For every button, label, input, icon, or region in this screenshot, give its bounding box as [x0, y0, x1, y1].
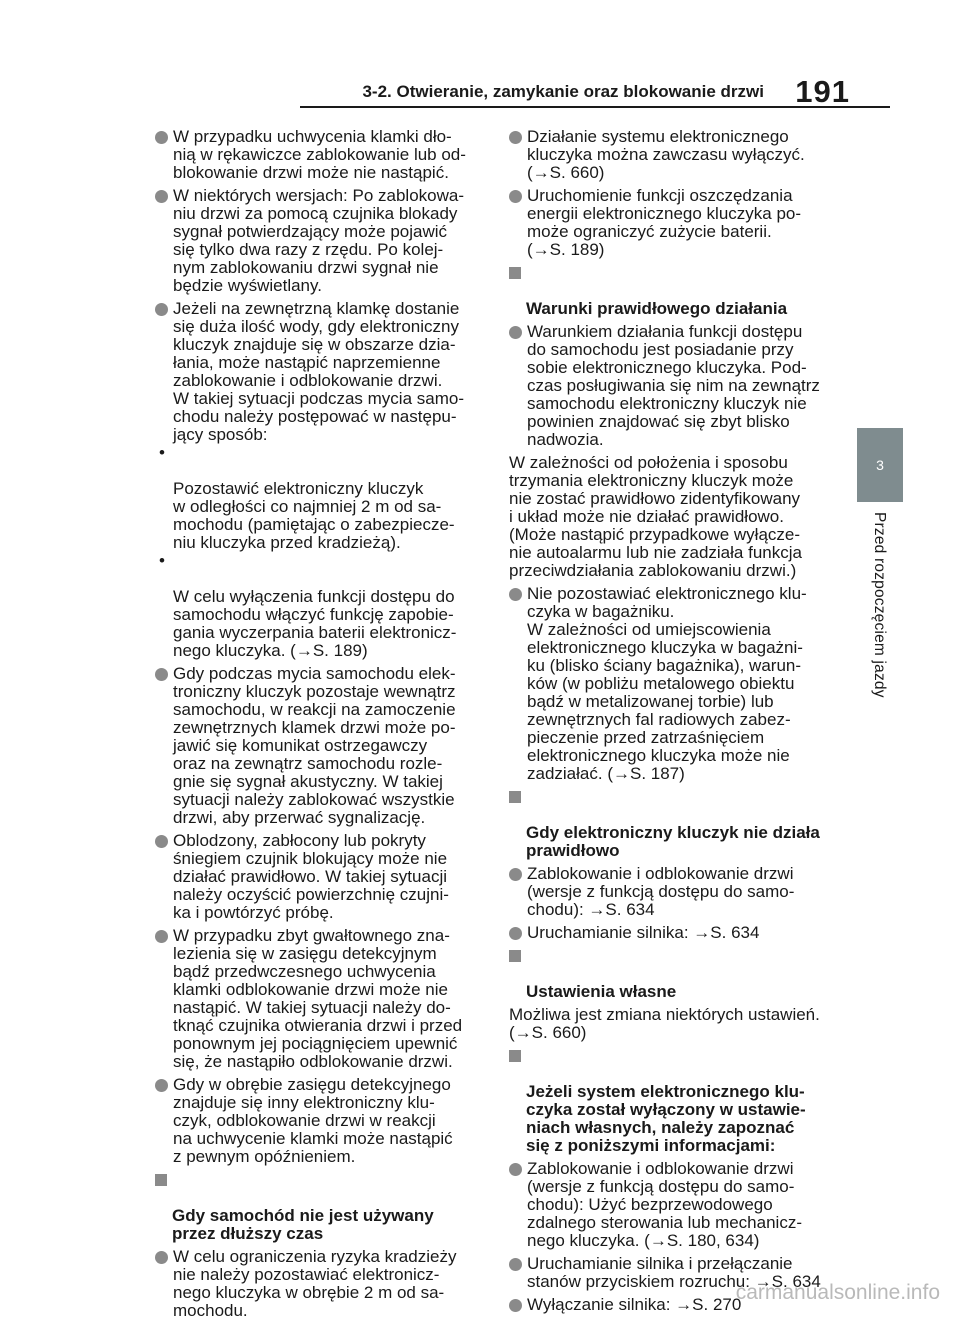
bullet-icon: [155, 930, 168, 943]
list-item: [155, 300, 487, 660]
section-heading: [509, 788, 839, 860]
chapter-number: 3: [876, 457, 884, 473]
section-heading: [509, 947, 839, 1001]
item-text: Wyłączanie silnika: →S. 270: [527, 1295, 742, 1314]
paragraph: W zależności od położenia i sposobu trzymania elektroniczny kluczyk może nie zostać prawidłowo zidentyfikowany i układ może nie działać prawidłowo. (Może nastąpić przypadkowe wyłącze- nie autoalarmu lub nie zadziała funkcja przeciwdziałania zablokowaniu drzwi.): [509, 453, 802, 580]
item-text: W przypadku zbyt gwałtownego zna- lezienia się w zasięgu detekcyjnym bądź przedwczesnego uchwycenia klamki odblokowanie drzwi może nie nastąpić. W takiej sytuacji należy do- tknąć czujnika otwierania drzwi i przed ponownym jej pociągnięciem upewnić się, że nastąpiło odblokowanie drzwi.: [173, 926, 463, 1071]
list-item: [155, 665, 487, 827]
item-text: Jeżeli na zewnętrzną klamkę dostanie się duża ilość wody, gdy elektroniczny kluczyk znajduje się w obszarze dzia- łania, może nastąpić naprzemienne zablokowanie i odblokowanie drzwi. W takiej sytuacji podczas mycia samo- chodu należy postępować w następu- jący sposób:: [173, 299, 464, 444]
square-icon: [509, 791, 521, 803]
item-text: W niektórych wersjach: Po zablokowa- niu drzwi za pomocą czujnika blokady sygnał potwierdzający może pojawić się tylko dwa razy z rzędu. Po kolej- nym zablokowaniu drzwi sygnał nie będzie wyświetlany.: [173, 186, 465, 295]
chapter-tab: [857, 428, 903, 502]
item-text: W przypadku uchwycenia klamki dło- nią w rękawiczce zablokowanie lub od- blokowanie drzwi może nie nastąpić.: [173, 127, 466, 182]
bullet-icon: [155, 131, 168, 144]
list-item: [155, 187, 487, 295]
sub-bullet-icon: •: [159, 443, 165, 462]
list-item: [509, 1160, 839, 1250]
sub-item: [155, 552, 487, 660]
list-item: [509, 128, 839, 182]
item-text: Warunkiem działania funkcji dostępu do samochodu jest posiadanie przy sobie elektronicznego kluczyka. Pod- czas posługiwania się nim na zewnątrz samochodu elektroniczny kluczyk nie powinien znajdować się zbyt blisko nadwozia.: [527, 322, 820, 449]
bullet-icon: [509, 1258, 522, 1271]
bullet-icon: [155, 1079, 168, 1092]
watermark: carmanualsonline.info: [735, 1281, 940, 1304]
bullet-icon: [509, 588, 522, 601]
bullet-icon: [155, 835, 168, 848]
heading-text: Ustawienia własne: [526, 982, 677, 1001]
page-header: [0, 76, 960, 110]
bullet-icon: [509, 868, 522, 881]
section-title: 3-2. Otwieranie, zamykanie oraz blokowanie drzwi: [362, 82, 764, 101]
item-text: Uruchamianie silnika i przełączanie stanów przyciskiem rozruchu: →S. 634: [527, 1254, 821, 1291]
paragraph: Możliwa jest zmiana niektórych ustawień. (→S. 660): [509, 1005, 820, 1042]
list-item: [155, 128, 487, 182]
bullet-icon: [155, 668, 168, 681]
left-column: [155, 128, 487, 1325]
item-text: Zablokowanie i odblokowanie drzwi (wersje z funkcją dostępu do samo- chodu): Użyć bezprzewodowego zdalnego sterowania lub mechanicz- nego kluczyka. (→S. 180, 634): [527, 1159, 802, 1250]
list-item: [509, 585, 839, 783]
bullet-icon: [155, 303, 168, 316]
item-text: Gdy w obrębie zasięgu detekcyjnego znajduje się inny elektroniczny klu- czyk, odblokowanie drzwi w reakcji na uchwycenie klamki może nastąpić z pewnym opóźnieniem.: [173, 1075, 453, 1166]
bullet-icon: [509, 190, 522, 203]
square-icon: [509, 950, 521, 962]
bullet-icon: [509, 326, 522, 339]
square-icon: [509, 267, 521, 279]
list-item: [509, 924, 839, 942]
bullet-icon: [509, 1163, 522, 1176]
heading-text: Jeżeli system elektronicznego klu- czyka został wyłączony w ustawie- niach własnych, należy zapoznać się z poniższymi informacjami:: [526, 1082, 806, 1155]
list-item: [509, 323, 839, 449]
square-icon: [155, 1174, 167, 1186]
section-heading: [509, 1047, 839, 1155]
bullet-icon: [155, 190, 168, 203]
list-item: [509, 865, 839, 919]
sub-item: [155, 444, 487, 552]
item-text: Oblodzony, zabłocony lub pokryty śniegiem czujnik blokujący może nie działać prawidłowo. W takiej sytuacji należy oczyścić powierzchnię czujni- ka i powtórzyć próbę.: [173, 831, 449, 922]
bullet-icon: [155, 1251, 168, 1264]
list-item: [155, 832, 487, 922]
item-text: Zablokowanie i odblokowanie drzwi (wersje z funkcją dostępu do samo- chodu): →S. 634: [527, 864, 795, 919]
item-text: Uruchamianie silnika: →S. 634: [527, 923, 760, 942]
list-item: [155, 1248, 487, 1320]
list-item: [509, 187, 839, 259]
heading-text: Gdy samochód nie jest używany przez dłuższy czas: [172, 1206, 434, 1243]
sub-item-text: Pozostawić elektroniczny kluczyk w odległości co najmniej 2 m od sa- mochodu (pamiętając o zabezpiecze- niu kluczyka przed kradzieżą).: [173, 479, 455, 552]
sub-bullet-icon: •: [159, 551, 165, 570]
list-item: [155, 1076, 487, 1166]
item-text: Uruchomienie funkcji oszczędzania energii elektronicznego kluczyka po- może ograniczyć zużycie baterii. (→S. 189): [527, 186, 802, 259]
bullet-icon: [509, 131, 522, 144]
right-column: [509, 128, 839, 1319]
bullet-icon: [509, 1299, 522, 1312]
item-text: Gdy podczas mycia samochodu elek- troniczny kluczyk pozostaje wewnątrz samochodu, w reakcji na zamoczenie zewnętrznych klamek drzwi może po- jawić się komunikat ostrzegawczy oraz na zewnątrz samochodu rozle- gnie się sygnał akustyczny. W takiej sytuacji należy zablokować wszystkie drzwi, aby przerwać sygnalizację.: [173, 664, 456, 827]
section-heading: [509, 264, 839, 318]
heading-text: Warunki prawidłowego działania: [526, 299, 788, 318]
item-text: Nie pozostawiać elektronicznego klu- czyka w bagażniku. W zależności od umiejscowienia elektronicznego kluczyka w bagażni- ku (blisko ściany bagażnika), warun- ków (w pobliżu metalowego obiektu bądź w metalizowanej torbie) lub zewnętrznych fal radiowych zabez- pieczenie przed zatrzaśnięciem elektronicznego kluczyka może nie zadziałać. (→S. 187): [527, 584, 807, 783]
item-text: Działanie systemu elektronicznego kluczyka można zawczasu wyłączyć. (→S. 660): [527, 127, 805, 182]
page-number: 191: [795, 74, 850, 109]
heading-text: Gdy elektroniczny kluczyk nie działa prawidłowo: [526, 823, 820, 860]
square-icon: [509, 1050, 521, 1062]
item-text: W celu ograniczenia ryzyka kradzieży nie należy pozostawiać elektronicz- nego kluczyka w obrębie 2 m od sa- mochodu.: [173, 1247, 457, 1320]
bullet-icon: [509, 927, 522, 940]
chapter-title: Przed rozpoczęciem jazdy: [871, 512, 888, 698]
section-heading: [155, 1171, 487, 1243]
list-item: [155, 927, 487, 1071]
sub-item-text: W celu wyłączenia funkcji dostępu do samochodu włączyć funkcję zapobie- gania wyczerpania baterii elektronicz- nego kluczyka. (→S. 189): [173, 587, 457, 660]
